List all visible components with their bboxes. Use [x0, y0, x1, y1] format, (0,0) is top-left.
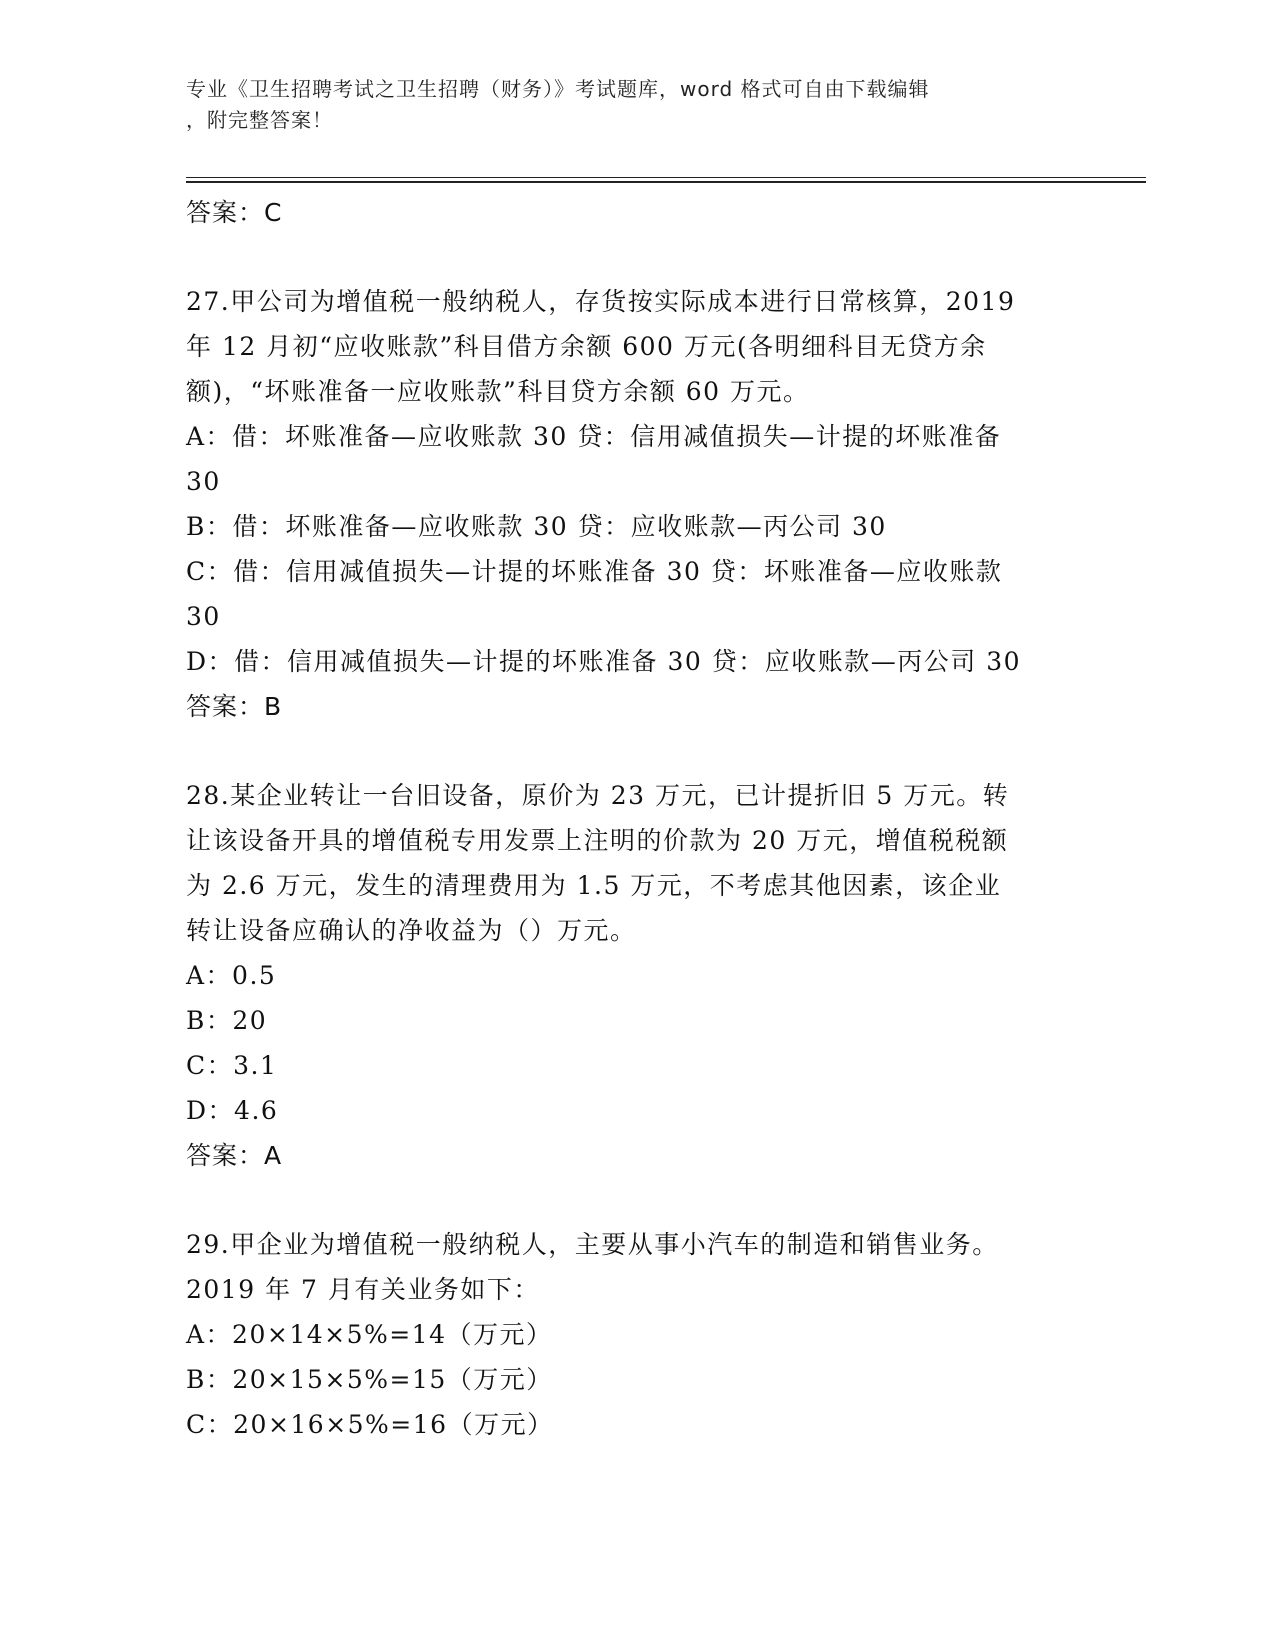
header-rule-thin	[186, 177, 1146, 178]
question-27	[186, 279, 1066, 729]
option-a: A：借：坏账准备—应收账款 30 贷：信用减值损失—计提的坏账准备	[186, 422, 1002, 451]
option-b: B：20	[186, 1006, 268, 1035]
header-line-2: ，附完整答案！	[186, 108, 333, 132]
header-rule-thick	[186, 181, 1146, 183]
option-b: B：20×15×5%=15（万元）	[186, 1365, 553, 1394]
question-stem-line: 29.甲企业为增值税一般纳税人，主要从事小汽车的制造和销售业务。	[186, 1230, 999, 1259]
question-stem-line: 额)，“坏账准备一应收账款”科目贷方余额 60 万元。	[186, 377, 810, 406]
option-d: D：4.6	[186, 1096, 279, 1125]
question-stem-line: 27.甲公司为增值税一般纳税人，存货按实际成本进行日常核算，2019	[186, 287, 1016, 316]
option-c: C：借：信用减值损失—计提的坏账准备 30 贷：坏账准备—应收账款	[186, 557, 1003, 586]
option-c: C：20×16×5%=16（万元）	[186, 1410, 554, 1439]
question-stem-line: 为 2.6 万元，发生的清理费用为 1.5 万元，不考虑其他因素，该企业	[186, 871, 1002, 900]
question-stem-line: 28.某企业转让一台旧设备，原价为 23 万元，已计提折旧 5 万元。转	[186, 781, 1010, 810]
option-a: A：20×14×5%=14（万元）	[186, 1320, 553, 1349]
spacer	[186, 235, 1066, 279]
option-d: D：借：信用减值损失—计提的坏账准备 30 贷：应收账款—丙公司 30	[186, 647, 1022, 676]
answer-28: 答案：A	[186, 1141, 283, 1170]
question-content	[186, 190, 1066, 1447]
header-line-1: 专业《卫生招聘考试之卫生招聘（财务）》考试题库，word 格式可自由下载编辑	[186, 77, 930, 101]
option-a: A：0.5	[186, 961, 277, 990]
answer-prev-question: 答案：C	[186, 198, 283, 227]
option-c: C：3.1	[186, 1051, 278, 1080]
document-header	[186, 74, 1066, 136]
spacer	[186, 1178, 1066, 1222]
answer-27: 答案：B	[186, 692, 283, 721]
question-29	[186, 1222, 1066, 1447]
option-a-continued: 30	[186, 467, 221, 496]
question-stem-line: 转让设备应确认的净收益为（）万元。	[186, 916, 637, 945]
question-28	[186, 773, 1066, 1178]
question-stem-line: 让该设备开具的增值税专用发票上注明的价款为 20 万元，增值税税额	[186, 826, 1009, 855]
option-c-continued: 30	[186, 602, 221, 631]
spacer	[186, 729, 1066, 773]
question-stem-line: 2019 年 7 月有关业务如下：	[186, 1275, 540, 1304]
option-b: B：借：坏账准备—应收账款 30 贷：应收账款—丙公司 30	[186, 512, 887, 541]
question-stem-line: 年 12 月初“应收账款”科目借方余额 600 万元(各明细科目无贷方余	[186, 332, 987, 361]
